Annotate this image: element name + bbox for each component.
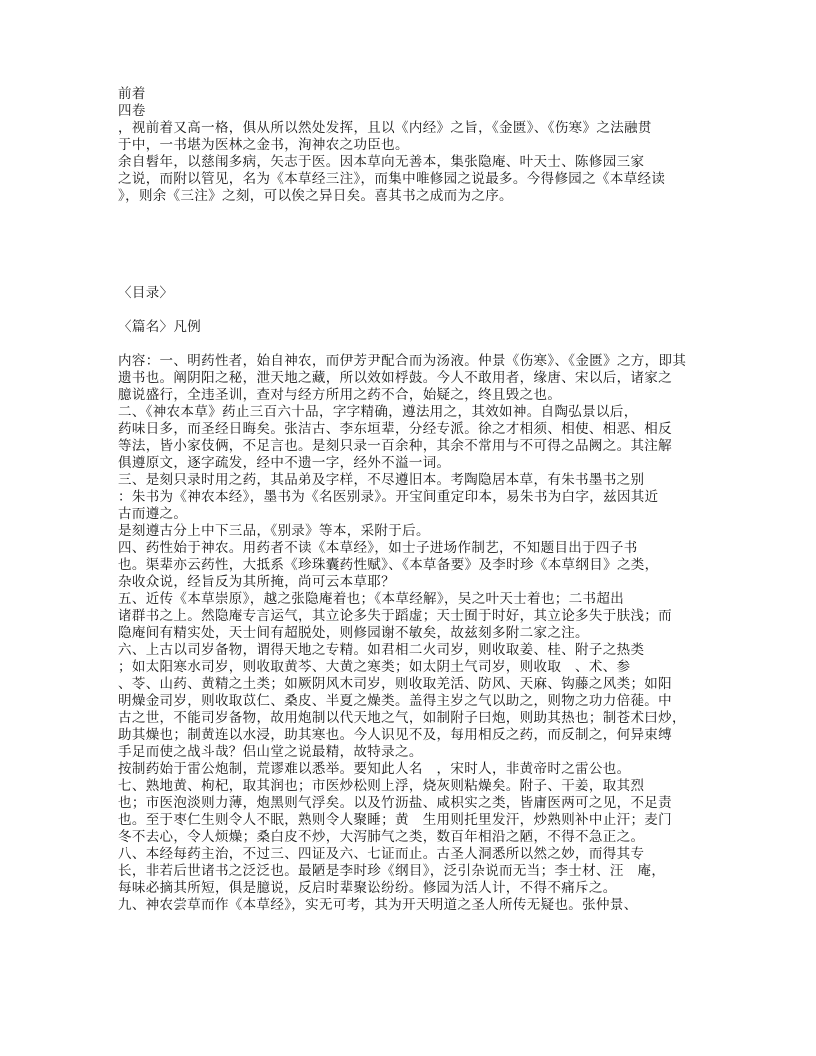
text-line: 前着: [118, 86, 146, 101]
text-line: 七、熟地黄、枸杞，取其润也；市医炒松则上浮，烧灰则粘燥矣。附子、干姜，取其烈: [118, 778, 645, 793]
text-line: 助其燥也；制黄连以水浸，助其寒也。今人识见不及，每用相反之药，而反制之，何异束缚: [118, 727, 672, 742]
text-line: 也；市医泡淡则力薄，炮黑则气浮矣。以及竹沥盐、咸枳实之类，皆庸医两可之见，不足责: [118, 795, 672, 810]
text-line: 遗书也。阐阴阳之秘，泄天地之藏，所以效如桴鼓。今人不敢用者，缘唐、宋以后，诸家之: [118, 370, 672, 385]
text-line: 是刻遵古分上中下三品，《别录》等本，采附于后。: [118, 523, 430, 538]
page-content: [118, 85, 712, 913]
text-line: 内容：一、明药性者，始自神农，而伊芳尹配合而为汤液。仲景《伤寒》、《金匮》之方，即其: [118, 353, 687, 368]
text-line: 、苓、山药、黄精之土类；如厥阴风木司岁，则收取羌活、防风、天麻、钩藤之风类；如阳: [118, 676, 672, 691]
section-spacer: [118, 204, 712, 284]
text-line: 三、是刻只录时用之药，其品弟及字样，不尽遵旧本。考陶隐居本草，有朱书墨书之别: [118, 472, 645, 487]
body-text-block: [118, 352, 712, 913]
text-line: 诸群书之上。然隐庵专言运气，其立论多失于蹈虚；天士囿于时好，其立论多失于肤浅；而: [118, 608, 672, 623]
text-line: 冬不去心，令人烦燥；桑白皮不炒，大泻肺气之类，数百年相沿之陋，不得不急正之。: [118, 829, 645, 844]
text-line: 四、药性始于神农。用药者不读《本草经》，如士子进场作制艺，不知题目出于四子书: [118, 540, 638, 555]
text-line: ；如太阳寒水司岁，则收取黄芩、大黄之寒类；如太阴土气司岁，则收取 、术、参: [118, 659, 631, 674]
line-spacer: [118, 335, 712, 352]
text-line: 药味日多，而圣经日晦矣。张洁古、李东垣辈，分经专派。徐之才相须、相使、相恶、相反: [118, 421, 672, 436]
toc-heading: 〈目录〉: [118, 285, 174, 300]
text-line: 杂收众说，经旨反为其所掩，尚可云本草耶？: [118, 574, 395, 589]
text-line: 之说，而附以管见，名为《本草经三注》，而集中唯修园之说最多。今得修园之《本草经读: [118, 171, 666, 186]
text-line: 手足而使之战斗哉？侣山堂之说最精，故特录之。: [118, 744, 423, 759]
line-spacer: [118, 301, 712, 318]
text-line: 臆说盛行，全违圣训，查对与经方所用之药不合，始疑之，终且毁之也。: [118, 387, 562, 402]
preface-block: [118, 85, 712, 204]
text-line: ：朱书为《神农本经》，墨书为《名医别录》。开宝间重定印本，易朱书为白字，兹因其近: [118, 489, 659, 504]
text-line: 古而遵之。: [118, 506, 188, 521]
text-line: 明燥金司岁，则收取苡仁、桑皮、半夏之燥类。盖得主岁之气以助之，则物之功力倍蓰。中: [118, 693, 672, 708]
text-line: 二、《神农本草》药止三百六十品，字字精确，遵法用之，其效如神。自陶弘景以后，: [118, 404, 638, 419]
text-line: 六、上古以司岁备物，谓得天地之专精。如君相二火司岁，则收取姜、桂、附子之热类: [118, 642, 645, 657]
text-line: 也。至于枣仁生则令人不眠，熟则令人聚睡；黄 生用则托里发汗，炒熟则补中止汗；麦门: [118, 812, 672, 827]
text-line: 等法，皆小家伎俩，不足言也。是刻只录一百余种，其余不常用与不可得之品阙之。其注解: [118, 438, 672, 453]
text-line: ，视前着又高一格，俱从所以然处发挥，且以《内经》之旨，《金匮》、《伤寒》之法融贯: [118, 120, 652, 135]
text-line: 九、神农尝草而作《本草经》，实无可考，其为开天明道之圣人所传无疑也。张仲景、: [118, 897, 638, 912]
text-line: 五、近传《本草崇原》，越之张隐庵着也；《本草经解》，吴之叶天士着也；二书超出: [118, 591, 625, 606]
text-line: 每味必摘其所短，俱是臆说，反启时辈聚讼纷纷。修园为活人计，不得不痛斥之。: [118, 880, 617, 895]
text-line: 古之世，不能司岁备物，故用炮制以代天地之气，如制附子曰炮，则助其热也；制苍术曰炒，: [118, 710, 686, 725]
text-line: 于中，一书堪为医林之金书，洵神农之功臣也。: [118, 137, 409, 152]
text-line: 长，非若后世诸书之泛泛也。最陋是李时珍《纲目》，泛引杂说而无当；李士材、汪 庵，: [118, 863, 666, 878]
text-line: 四卷: [118, 103, 146, 118]
text-line: 按制药始于雷公炮制，荒谬难以悉举。要知此人名 ，宋时人，非黄帝时之雷公也。: [118, 761, 631, 776]
text-line: 八、本经每药主治，不过三、四证及六、七证而止。古圣人洞悉所以然之妙，而得其专: [118, 846, 645, 861]
text-line: 俱遵原文，逐字疏发，经中不遗一字，经外不溢一词。: [118, 455, 451, 470]
text-line: 》，则余《三注》之刻，可以俟之异日矣。喜其书之成而为之序。: [118, 188, 513, 203]
text-line: 也。渠辈亦云药性，大抵系《珍珠囊药性赋》、《本草备要》及李时珍《本草纲目》之类，: [118, 557, 659, 572]
text-line: 隐庵间有精实处，天士间有超脱处，则修园谢不敏矣，故兹刻多附二家之注。: [118, 625, 589, 640]
section-heading: 〈篇名〉凡例: [118, 319, 202, 334]
text-line: 余自髫年，以慈闱多病，矢志于医。因本草向无善本，集张隐庵、叶天士、陈修园三家: [118, 154, 645, 169]
